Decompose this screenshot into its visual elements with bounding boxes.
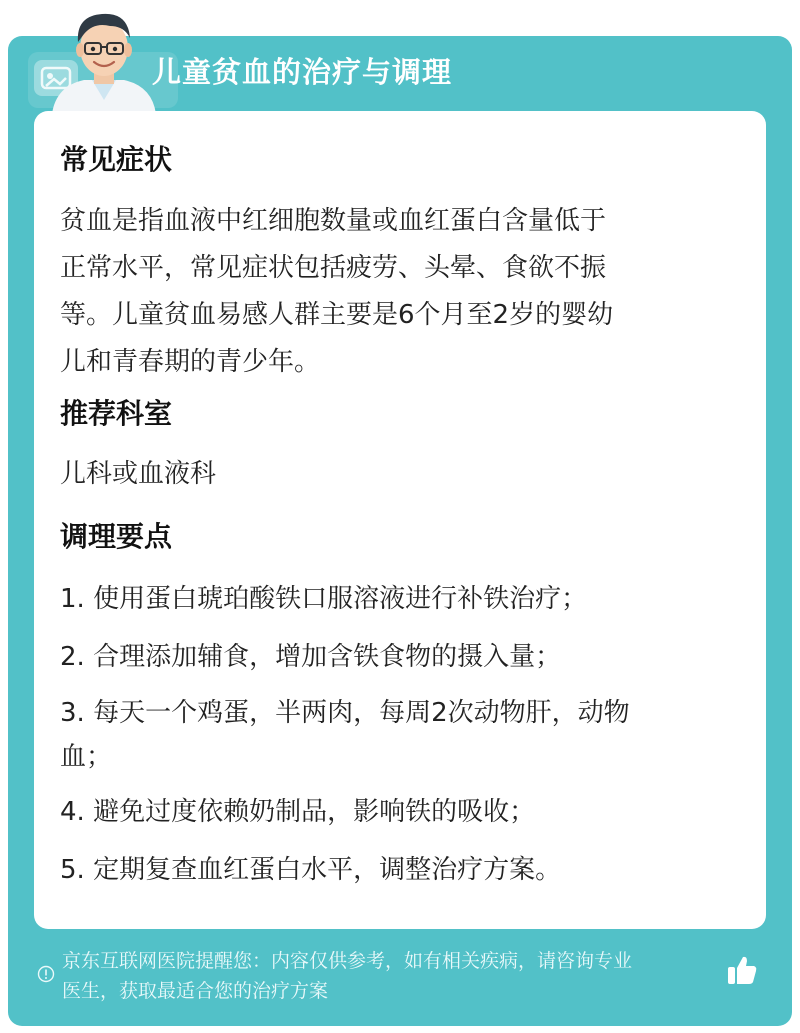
footer-line: 医生，获取最适合您的治疗方案 xyxy=(62,980,329,1002)
footer-line: 京东互联网医院提醒您：内容仅供参考，如有相关疾病，请咨询专业 xyxy=(62,950,633,972)
content-card xyxy=(34,111,766,929)
section-title-care: 调理要点 xyxy=(60,520,173,553)
department-text: 儿科或血液科 xyxy=(60,459,217,489)
thumbs-up-icon[interactable] xyxy=(724,952,760,988)
doctor-avatar xyxy=(44,4,164,114)
symptoms-line: 贫血是指血液中红细胞数量或血红蛋白含量低于 xyxy=(60,206,607,236)
section-title-symptoms: 常见症状 xyxy=(60,143,173,176)
symptoms-line: 儿和青春期的青少年。 xyxy=(60,347,321,377)
care-item: 血； xyxy=(60,742,113,772)
section-title-department: 推荐科室 xyxy=(60,397,173,430)
footer-disclaimer xyxy=(62,946,730,1006)
symptoms-line: 正常水平，常见症状包括疲劳、头晕、食欲不振 xyxy=(60,253,607,283)
page-title: 儿童贫血的治疗与调理 xyxy=(152,55,453,89)
care-item: 4. 避免过度依赖奶制品，影响铁的吸收； xyxy=(60,797,536,827)
care-item: 5. 定期复查血红蛋白水平，调整治疗方案。 xyxy=(60,855,562,885)
symptoms-paragraph xyxy=(60,198,740,386)
care-item: 3. 每天一个鸡蛋，半两肉，每周2次动物肝，动物 xyxy=(60,698,630,728)
care-item: 2. 合理添加辅食，增加含铁食物的摄入量； xyxy=(60,642,562,672)
info-icon xyxy=(37,965,55,983)
symptoms-line: 等。儿童贫血易感人群主要是6个月至2岁的婴幼 xyxy=(60,300,614,330)
care-item: 1. 使用蛋白琥珀酸铁口服溶液进行补铁治疗； xyxy=(60,584,588,614)
